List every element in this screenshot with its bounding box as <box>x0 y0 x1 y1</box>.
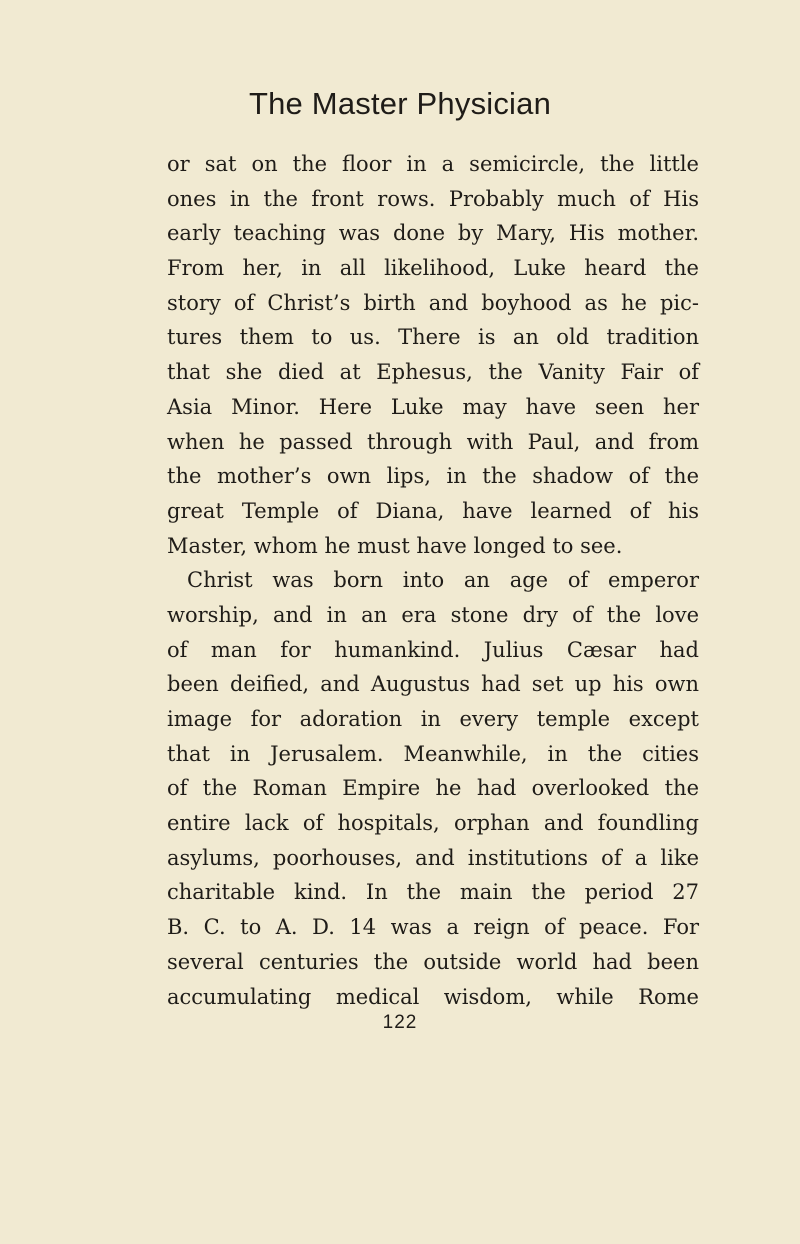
text-line: several centuries the outside world had been <box>167 949 699 974</box>
text-line: early teaching was done by Mary, His mother. <box>167 221 699 246</box>
text-line: that in Jerusalem. Meanwhile, in the cities <box>167 741 699 766</box>
text-line: the mother’s own lips, in the shadow of the <box>167 464 699 489</box>
text-line: charitable kind. In the main the period 27 <box>167 880 699 905</box>
text-line: asylums, poorhouses, and institutions of a like <box>167 845 699 870</box>
text-line: been deified, and Augustus had set up his own <box>167 672 699 697</box>
text-line: accumulating medical wisdom, while Rome <box>167 984 699 1009</box>
paragraph-first-line: Christ was born into an age of emperor <box>187 568 699 593</box>
body-text <box>167 147 699 1014</box>
text-line: of the Roman Empire he had overlooked the <box>167 776 699 801</box>
text-line: B. C. to A. D. 14 was a reign of peace. For <box>167 915 699 940</box>
text-line: tures them to us. There is an old tradition <box>167 325 699 350</box>
text-line: when he passed through with Paul, and from <box>167 429 699 454</box>
text-line: story of Christ’s birth and boyhood as he pic- <box>167 290 699 315</box>
text-line: that she died at Ephesus, the Vanity Fair of <box>167 360 699 385</box>
text-line: great Temple of Diana, have learned of his <box>167 498 699 523</box>
text-line: From her, in all likelihood, Luke heard the <box>167 256 699 281</box>
paragraph-last-line: Master, whom he must have longed to see. <box>167 533 623 558</box>
text-line: worship, and in an era stone dry of the love <box>167 602 699 627</box>
text-line: entire lack of hospitals, orphan and foundling <box>167 811 699 836</box>
text-line: ones in the front rows. Probably much of His <box>167 186 699 211</box>
running-head-title: The Master Physician <box>248 86 552 121</box>
page-number: 122 <box>382 1012 418 1033</box>
text-line: Asia Minor. Here Luke may have seen her <box>167 394 699 419</box>
text-line: of man for humankind. Julius Cæsar had <box>167 637 699 662</box>
text-line: or sat on the floor in a semicircle, the little <box>167 152 699 176</box>
text-line: image for adoration in every temple except <box>167 707 699 731</box>
